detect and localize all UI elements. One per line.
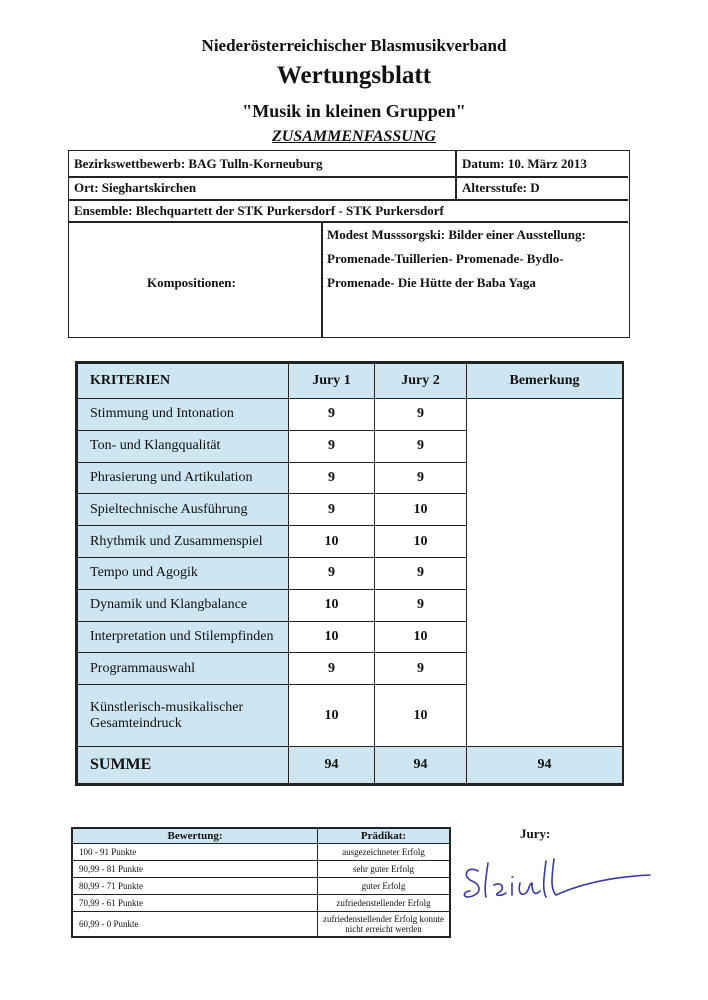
column-header: Prädikat: — [318, 829, 450, 844]
page-subtitle: "Musik in kleinen Gruppen" — [242, 101, 466, 121]
jury-label: Jury: — [520, 826, 551, 841]
points-range: 100 - 91 Punkte — [73, 844, 318, 861]
column-header: Jury 1 — [289, 364, 375, 399]
section-heading: ZUSAMMENFASSUNG — [272, 128, 436, 145]
column-header: Jury 2 — [375, 364, 467, 399]
total-sum: 94 — [467, 747, 623, 784]
jury1-score: 10 — [289, 589, 375, 621]
criterion-name: Dynamik und Klangbalance — [78, 589, 289, 621]
jury2-score: 9 — [375, 430, 467, 462]
jury2-score: 10 — [375, 494, 467, 526]
criterion-name: Ton- und Klangqualität — [78, 430, 289, 462]
composition-line: Promenade- Die Hütte der Baba Yaga — [327, 275, 536, 290]
criterion-name: Phrasierung und Artikulation — [78, 462, 289, 494]
criterion-name: Stimmung und Intonation — [78, 399, 289, 431]
jury2-score: 9 — [375, 462, 467, 494]
criterion-name: Künstlerisch-musikalischer Gesamteindruck — [78, 685, 289, 747]
predicate: zufriedenstellender Erfolg konnte nicht erreicht werden — [318, 912, 450, 937]
predicate: guter Erfolg — [318, 878, 450, 895]
points-range: 70,99 - 61 Punkte — [73, 895, 318, 912]
criterion-name: Spieltechnische Ausführung — [78, 494, 289, 526]
jury1-score: 10 — [289, 621, 375, 653]
points-range: 80,99 - 71 Punkte — [73, 878, 318, 895]
grading-table — [71, 827, 451, 938]
jury1-score: 9 — [289, 557, 375, 589]
jury-signature — [458, 855, 658, 910]
jury2-score: 9 — [375, 653, 467, 685]
predicate: sehr guter Erfolg — [318, 861, 450, 878]
table-row — [73, 861, 450, 878]
predicate: zufriedenstellender Erfolg — [318, 895, 450, 912]
page-title: Wertungsblatt — [276, 62, 432, 89]
jury2-score: 10 — [375, 621, 467, 653]
jury2-score: 10 — [375, 685, 467, 747]
jury1-score: 9 — [289, 494, 375, 526]
sum-row — [78, 747, 623, 784]
remarks-cell — [467, 399, 623, 747]
jury1-score: 9 — [289, 399, 375, 431]
info-box — [68, 150, 630, 338]
jury1-score: 9 — [289, 430, 375, 462]
jury1-score: 10 — [289, 526, 375, 558]
sum-label: SUMME — [78, 747, 289, 784]
criterion-name: Programmauswahl — [78, 653, 289, 685]
jury2-score: 10 — [375, 526, 467, 558]
table-row — [73, 895, 450, 912]
column-header: KRITERIEN — [78, 364, 289, 399]
criterion-name: Tempo und Agogik — [78, 557, 289, 589]
table-row — [73, 878, 450, 895]
composition-line: Promenade-Tuillerien- Promenade- Bydlo- — [327, 251, 564, 266]
criterion-name: Rhythmik und Zusammenspiel — [78, 526, 289, 558]
composition-line: Modest Musssorgski: Bilder einer Ausstellung: — [327, 227, 586, 242]
date-field: Datum: 10. März 2013 — [462, 156, 587, 171]
jury2-score: 9 — [375, 557, 467, 589]
column-header: Bewertung: — [73, 829, 318, 844]
criterion-name: Interpretation und Stilempfinden — [78, 621, 289, 653]
organization-name: Niederösterreichischer Blasmusikverband — [201, 36, 507, 55]
grading-header-row — [73, 829, 450, 844]
points-range: 60,99 - 0 Punkte — [73, 912, 318, 937]
table-header-row — [78, 364, 623, 399]
jury2-score: 9 — [375, 399, 467, 431]
ensemble-field: Ensemble: Blechquartett der STK Purkersdorf - STK Purkersdorf — [74, 203, 444, 218]
age-level-field: Altersstufe: D — [462, 180, 540, 195]
table-row — [73, 912, 450, 937]
competition-field: Bezirkswettbewerb: BAG Tulln-Korneuburg — [74, 156, 323, 171]
criteria-table — [75, 361, 624, 786]
table-row — [73, 844, 450, 861]
table-row — [78, 399, 623, 431]
column-header: Bemerkung — [467, 364, 623, 399]
jury1-sum: 94 — [289, 747, 375, 784]
compositions-label: Kompositionen: — [147, 275, 236, 290]
jury2-sum: 94 — [375, 747, 467, 784]
jury2-score: 9 — [375, 589, 467, 621]
jury1-score: 10 — [289, 685, 375, 747]
points-range: 90,99 - 81 Punkte — [73, 861, 318, 878]
jury1-score: 9 — [289, 462, 375, 494]
jury1-score: 9 — [289, 653, 375, 685]
predicate: ausgezeichneter Erfolg — [318, 844, 450, 861]
location-field: Ort: Sieghartskirchen — [74, 180, 197, 195]
